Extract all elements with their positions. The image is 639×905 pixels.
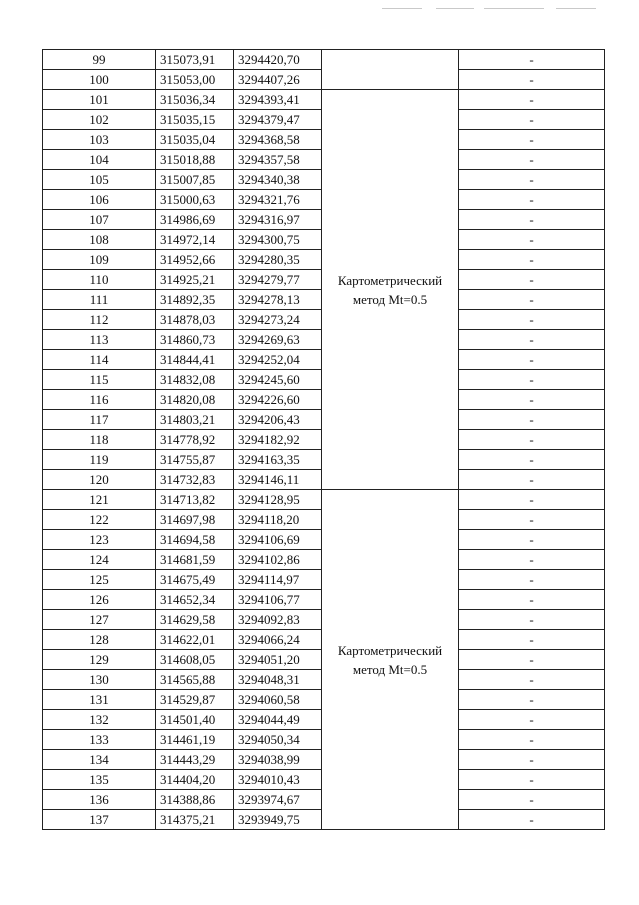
y-coordinate-cell: 3294182,92 (234, 430, 322, 450)
note-cell: - (459, 70, 605, 90)
point-number-cell: 112 (43, 310, 156, 330)
note-cell: - (459, 530, 605, 550)
y-coordinate-cell: 3294420,70 (234, 50, 322, 70)
point-number-cell: 101 (43, 90, 156, 110)
note-cell: - (459, 50, 605, 70)
x-coordinate-cell: 314820,08 (156, 390, 234, 410)
x-coordinate-cell: 314629,58 (156, 610, 234, 630)
note-cell: - (459, 350, 605, 370)
x-coordinate-cell: 315018,88 (156, 150, 234, 170)
scan-artifact-line (484, 8, 544, 9)
note-cell: - (459, 590, 605, 610)
coordinates-table-body (43, 50, 605, 830)
point-number-cell: 124 (43, 550, 156, 570)
y-coordinate-cell: 3293974,67 (234, 790, 322, 810)
x-coordinate-cell: 314404,20 (156, 770, 234, 790)
point-number-cell: 113 (43, 330, 156, 350)
y-coordinate-cell: 3294321,76 (234, 190, 322, 210)
x-coordinate-cell: 314778,92 (156, 430, 234, 450)
method-cell (322, 50, 459, 90)
point-number-cell: 122 (43, 510, 156, 530)
point-number-cell: 118 (43, 430, 156, 450)
x-coordinate-cell: 314675,49 (156, 570, 234, 590)
y-coordinate-cell: 3294146,11 (234, 470, 322, 490)
point-number-cell: 110 (43, 270, 156, 290)
point-number-cell: 120 (43, 470, 156, 490)
y-coordinate-cell: 3294280,35 (234, 250, 322, 270)
x-coordinate-cell: 314925,21 (156, 270, 234, 290)
method-cell: Картометрический метод Mt=0.5 (322, 490, 459, 830)
x-coordinate-cell: 314443,29 (156, 750, 234, 770)
y-coordinate-cell: 3294340,38 (234, 170, 322, 190)
y-coordinate-cell: 3294128,95 (234, 490, 322, 510)
x-coordinate-cell: 314878,03 (156, 310, 234, 330)
table-row (43, 490, 605, 510)
note-cell: - (459, 670, 605, 690)
y-coordinate-cell: 3294102,86 (234, 550, 322, 570)
scan-artifact-line (556, 8, 596, 9)
x-coordinate-cell: 314972,14 (156, 230, 234, 250)
y-coordinate-cell: 3294206,43 (234, 410, 322, 430)
method-cell: Картометрический метод Mt=0.5 (322, 90, 459, 490)
point-number-cell: 115 (43, 370, 156, 390)
x-coordinate-cell: 315000,63 (156, 190, 234, 210)
x-coordinate-cell: 315007,85 (156, 170, 234, 190)
x-coordinate-cell: 314622,01 (156, 630, 234, 650)
note-cell: - (459, 470, 605, 490)
y-coordinate-cell: 3294393,41 (234, 90, 322, 110)
note-cell: - (459, 790, 605, 810)
x-coordinate-cell: 314986,69 (156, 210, 234, 230)
y-coordinate-cell: 3294300,75 (234, 230, 322, 250)
x-coordinate-cell: 314652,34 (156, 590, 234, 610)
note-cell: - (459, 450, 605, 470)
note-cell: - (459, 810, 605, 830)
point-number-cell: 103 (43, 130, 156, 150)
y-coordinate-cell: 3294106,77 (234, 590, 322, 610)
point-number-cell: 114 (43, 350, 156, 370)
note-cell: - (459, 230, 605, 250)
y-coordinate-cell: 3294316,97 (234, 210, 322, 230)
point-number-cell: 111 (43, 290, 156, 310)
note-cell: - (459, 270, 605, 290)
note-cell: - (459, 410, 605, 430)
note-cell: - (459, 710, 605, 730)
y-coordinate-cell: 3294163,35 (234, 450, 322, 470)
table-row (43, 90, 605, 110)
x-coordinate-cell: 314461,19 (156, 730, 234, 750)
y-coordinate-cell: 3294106,69 (234, 530, 322, 550)
note-cell: - (459, 130, 605, 150)
x-coordinate-cell: 314755,87 (156, 450, 234, 470)
y-coordinate-cell: 3294051,20 (234, 650, 322, 670)
point-number-cell: 133 (43, 730, 156, 750)
x-coordinate-cell: 315036,34 (156, 90, 234, 110)
note-cell: - (459, 90, 605, 110)
y-coordinate-cell: 3294050,34 (234, 730, 322, 750)
y-coordinate-cell: 3294010,43 (234, 770, 322, 790)
x-coordinate-cell: 314375,21 (156, 810, 234, 830)
note-cell: - (459, 170, 605, 190)
x-coordinate-cell: 314388,86 (156, 790, 234, 810)
x-coordinate-cell: 315035,15 (156, 110, 234, 130)
y-coordinate-cell: 3294066,24 (234, 630, 322, 650)
point-number-cell: 128 (43, 630, 156, 650)
note-cell: - (459, 630, 605, 650)
y-coordinate-cell: 3294273,24 (234, 310, 322, 330)
y-coordinate-cell: 3294379,47 (234, 110, 322, 130)
scan-artifact-line (382, 8, 422, 9)
note-cell: - (459, 510, 605, 530)
point-number-cell: 130 (43, 670, 156, 690)
point-number-cell: 105 (43, 170, 156, 190)
y-coordinate-cell: 3293949,75 (234, 810, 322, 830)
note-cell: - (459, 110, 605, 130)
y-coordinate-cell: 3294368,58 (234, 130, 322, 150)
y-coordinate-cell: 3294407,26 (234, 70, 322, 90)
point-number-cell: 126 (43, 590, 156, 610)
y-coordinate-cell: 3294226,60 (234, 390, 322, 410)
point-number-cell: 119 (43, 450, 156, 470)
x-coordinate-cell: 314832,08 (156, 370, 234, 390)
coordinates-table (42, 49, 605, 830)
point-number-cell: 135 (43, 770, 156, 790)
y-coordinate-cell: 3294252,04 (234, 350, 322, 370)
x-coordinate-cell: 314697,98 (156, 510, 234, 530)
point-number-cell: 108 (43, 230, 156, 250)
note-cell: - (459, 730, 605, 750)
note-cell: - (459, 550, 605, 570)
point-number-cell: 109 (43, 250, 156, 270)
point-number-cell: 136 (43, 790, 156, 810)
table-row (43, 50, 605, 70)
note-cell: - (459, 290, 605, 310)
point-number-cell: 123 (43, 530, 156, 550)
point-number-cell: 116 (43, 390, 156, 410)
note-cell: - (459, 330, 605, 350)
y-coordinate-cell: 3294092,83 (234, 610, 322, 630)
point-number-cell: 121 (43, 490, 156, 510)
note-cell: - (459, 370, 605, 390)
y-coordinate-cell: 3294044,49 (234, 710, 322, 730)
note-cell: - (459, 250, 605, 270)
note-cell: - (459, 690, 605, 710)
note-cell: - (459, 610, 605, 630)
note-cell: - (459, 310, 605, 330)
x-coordinate-cell: 314694,58 (156, 530, 234, 550)
point-number-cell: 131 (43, 690, 156, 710)
x-coordinate-cell: 314608,05 (156, 650, 234, 670)
note-cell: - (459, 490, 605, 510)
point-number-cell: 104 (43, 150, 156, 170)
x-coordinate-cell: 314681,59 (156, 550, 234, 570)
y-coordinate-cell: 3294269,63 (234, 330, 322, 350)
y-coordinate-cell: 3294278,13 (234, 290, 322, 310)
x-coordinate-cell: 315035,04 (156, 130, 234, 150)
x-coordinate-cell: 315073,91 (156, 50, 234, 70)
x-coordinate-cell: 314529,87 (156, 690, 234, 710)
x-coordinate-cell: 314803,21 (156, 410, 234, 430)
y-coordinate-cell: 3294245,60 (234, 370, 322, 390)
x-coordinate-cell: 314732,83 (156, 470, 234, 490)
note-cell: - (459, 750, 605, 770)
point-number-cell: 102 (43, 110, 156, 130)
point-number-cell: 106 (43, 190, 156, 210)
x-coordinate-cell: 314713,82 (156, 490, 234, 510)
point-number-cell: 107 (43, 210, 156, 230)
x-coordinate-cell: 314860,73 (156, 330, 234, 350)
point-number-cell: 100 (43, 70, 156, 90)
point-number-cell: 137 (43, 810, 156, 830)
x-coordinate-cell: 314952,66 (156, 250, 234, 270)
point-number-cell: 117 (43, 410, 156, 430)
point-number-cell: 132 (43, 710, 156, 730)
y-coordinate-cell: 3294114,97 (234, 570, 322, 590)
scan-artifact-line (436, 8, 474, 9)
note-cell: - (459, 390, 605, 410)
note-cell: - (459, 770, 605, 790)
note-cell: - (459, 430, 605, 450)
y-coordinate-cell: 3294118,20 (234, 510, 322, 530)
x-coordinate-cell: 314501,40 (156, 710, 234, 730)
y-coordinate-cell: 3294279,77 (234, 270, 322, 290)
x-coordinate-cell: 314844,41 (156, 350, 234, 370)
point-number-cell: 129 (43, 650, 156, 670)
note-cell: - (459, 150, 605, 170)
note-cell: - (459, 570, 605, 590)
point-number-cell: 99 (43, 50, 156, 70)
note-cell: - (459, 650, 605, 670)
note-cell: - (459, 210, 605, 230)
point-number-cell: 127 (43, 610, 156, 630)
note-cell: - (459, 190, 605, 210)
y-coordinate-cell: 3294038,99 (234, 750, 322, 770)
y-coordinate-cell: 3294048,31 (234, 670, 322, 690)
x-coordinate-cell: 314565,88 (156, 670, 234, 690)
point-number-cell: 125 (43, 570, 156, 590)
y-coordinate-cell: 3294060,58 (234, 690, 322, 710)
x-coordinate-cell: 315053,00 (156, 70, 234, 90)
x-coordinate-cell: 314892,35 (156, 290, 234, 310)
point-number-cell: 134 (43, 750, 156, 770)
y-coordinate-cell: 3294357,58 (234, 150, 322, 170)
